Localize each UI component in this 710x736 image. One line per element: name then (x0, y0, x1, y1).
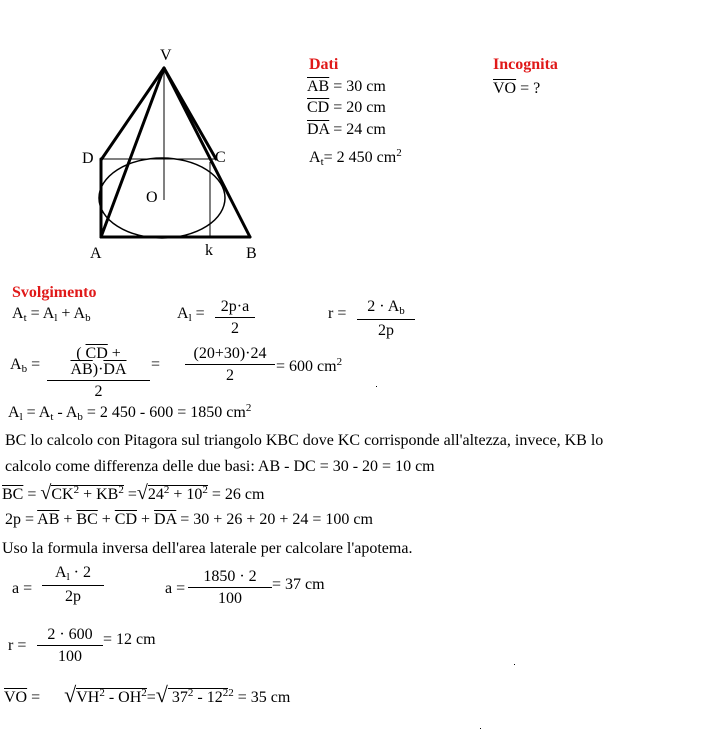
dati-title: Dati (309, 56, 339, 73)
incognita-vo: $\overline{VO}$ = ? (493, 80, 541, 97)
inscribed-ellipse (99, 158, 225, 238)
eq-apothem-lhs: a = (12, 580, 33, 597)
svolgimento-title: Svolgimento (12, 284, 97, 301)
label-d: D (82, 150, 94, 167)
eq-base-area-lhs: $A_b$ = (10, 356, 41, 375)
frac-radius-formula: $2 \cdot A_b$ 2p (357, 299, 415, 339)
edge-vc (164, 68, 216, 159)
eq-bc: $\overline{BC} = √CK^2 + \overline{KB}^2 =√24^2 + 10^2 = 26$ cm (2, 482, 265, 504)
frac-base-area: ( $\overline{CD} + \overline{AB})\cdot\overline{DA}$ 2 (47, 346, 150, 400)
label-o: O (146, 189, 158, 206)
frac-radius-value: 2 · 600 100 (37, 627, 103, 665)
label-v: V (160, 47, 172, 64)
frac-2pa-over-2: 2p·a 2 (215, 299, 255, 337)
eq-apothem-value-lhs: a = (165, 580, 186, 597)
label-a: A (90, 245, 102, 262)
incognita-title: Incognita (493, 56, 558, 73)
eq-radius-label: r = (328, 305, 347, 322)
eq-total-area: $A_t = A_l + A_b$ (12, 305, 91, 324)
eq-lateral-area-formula: $A_l$ = (177, 305, 205, 324)
dati-da: $\overline{DA} = 24$ cm (307, 121, 386, 138)
stray-dot (514, 664, 515, 665)
eq-lateral-area-value: $A_l = A_t - A_b = 2$ 450 - 600 = 1850 $cm^2$ (8, 402, 252, 423)
edge-va (101, 68, 164, 237)
frac-apothem-formula: $A_l \cdot 2$ 2p (42, 565, 104, 605)
eq-perimeter: $2p = \overline{AB} + \overline{BC} + \overline{CD} + \overline{DA} = 30 + 26 + 20 + 24 = 100$ cm (5, 511, 373, 528)
label-b: B (246, 245, 257, 262)
eq-base-area-eq2: = (151, 356, 161, 373)
dati-ab: $\overline{AB} = 30$ cm (307, 78, 386, 95)
eq-vo: $\overline{VO} = √VH^2 - \overline{OH}^2=√$ $37^2 - 12^{22} = 35$ cm (4, 682, 291, 707)
paragraph-pythagoras-1: BC lo calcolo con Pitagora sul triangolo KBC dove KC corrisponde all'altezza, invece, KB lo (5, 432, 604, 449)
stray-dot (480, 728, 481, 729)
eq-base-area-result: = 600 $cm^2$ (276, 356, 343, 375)
eq-radius-value-lhs: r = (8, 637, 27, 654)
dati-at: $A_t= 2$ 450 $cm^2$ (309, 147, 402, 168)
label-k: k (205, 242, 213, 259)
eq-radius-result: = 12 cm (103, 631, 156, 648)
paragraph-pythagoras-2: calcolo come differenza delle due basi: AB - DC = 30 - 20 = 10 cm (5, 458, 435, 475)
eq-apothem-result: = 37 cm (272, 576, 325, 593)
frac-apothem-value: 1850 · 2 100 (188, 569, 272, 607)
pyramid-figure (0, 40, 280, 305)
stray-dot (376, 386, 377, 387)
paragraph-inverse-formula: Uso la formula inversa dell'area laterale per calcolare l'apotema. (2, 540, 413, 557)
dati-cd: $\overline{CD} = 20$ cm (307, 99, 386, 116)
frac-base-area-numeric: (20+30)·24 2 (185, 346, 275, 384)
edge-vd (101, 68, 164, 160)
label-c: C (215, 149, 226, 166)
